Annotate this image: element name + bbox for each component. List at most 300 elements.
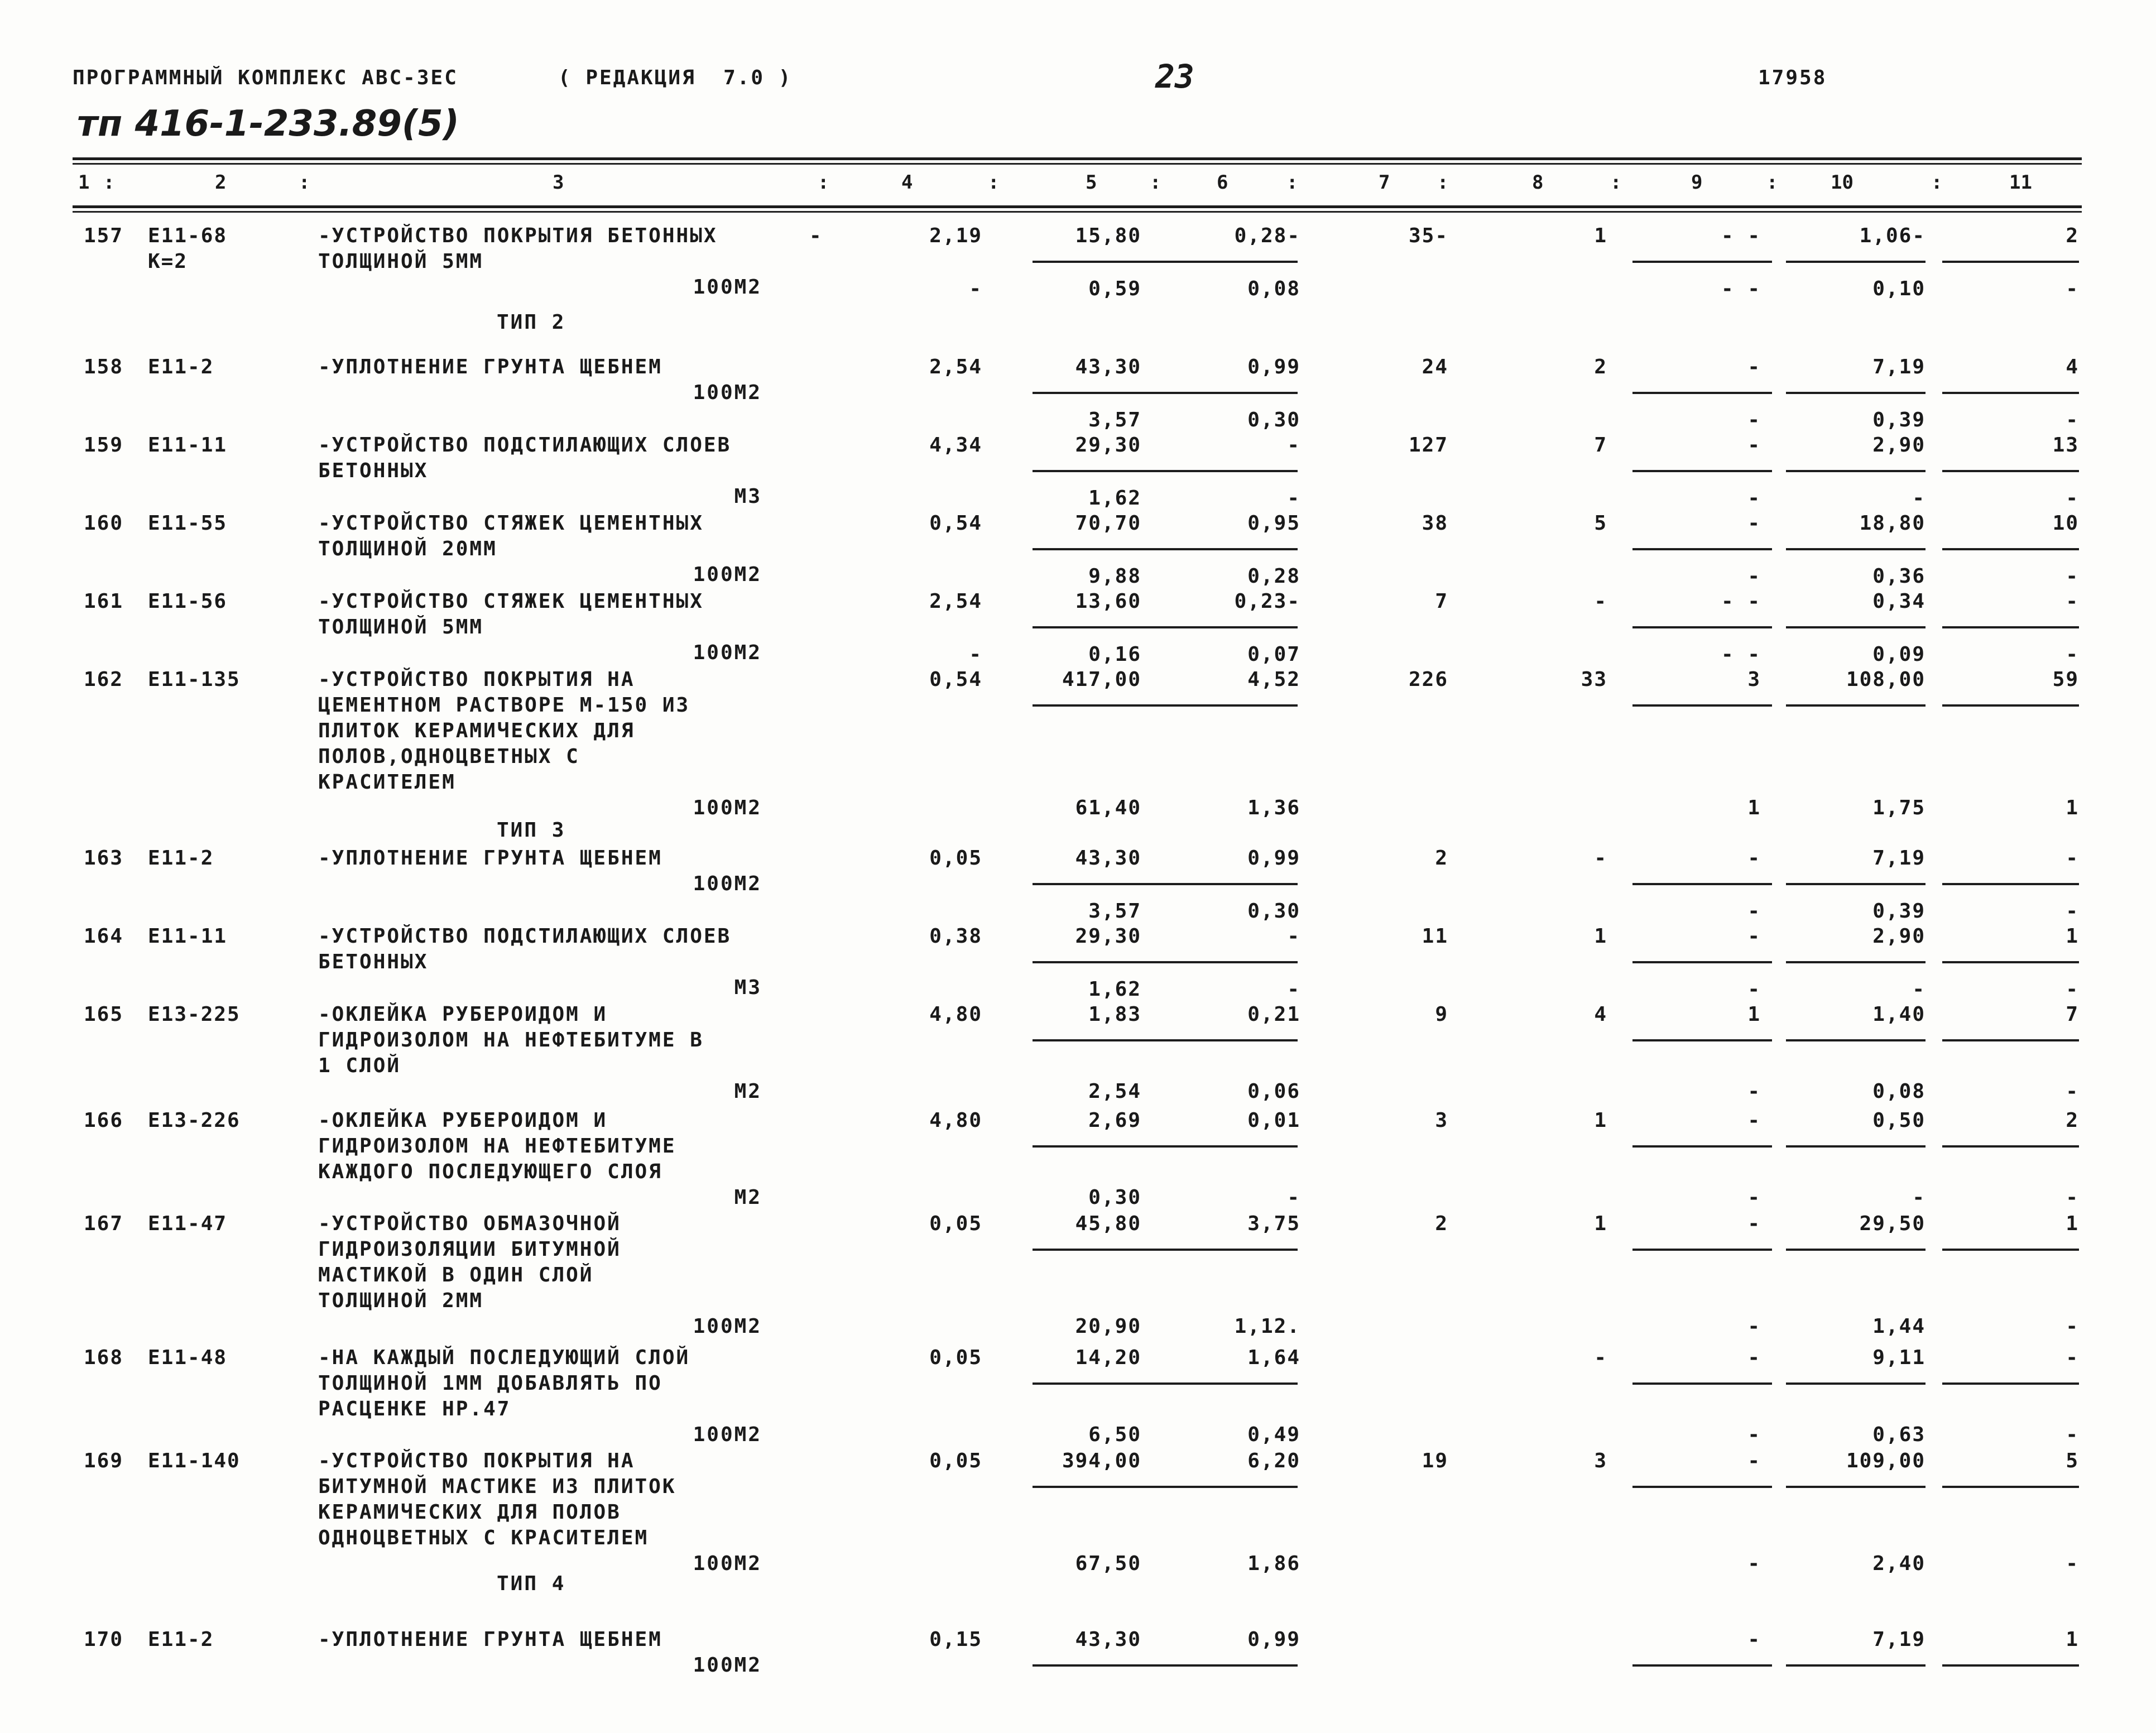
fraction-line (1158, 961, 1298, 963)
value-c5: 45,80 (1075, 1212, 1141, 1235)
column-header-19: : (1931, 171, 1943, 194)
row-number: 157 (84, 224, 124, 247)
fraction-line (1942, 1664, 2079, 1667)
value-c10: 7,19 (1872, 1628, 1925, 1651)
value-c8: 4 (1594, 1003, 1607, 1026)
fraction-line (1942, 1039, 2079, 1041)
value-c6: 6,20 (1247, 1449, 1300, 1472)
unit-of-measure: М3 (734, 485, 762, 508)
work-description: ПЛИТОК КЕРАМИЧЕСКИХ ДЛЯ (318, 719, 635, 742)
value-c4: 2,54 (929, 356, 982, 378)
value-c9b: - (1747, 1315, 1761, 1338)
value-c10b: - (1912, 1186, 1925, 1209)
value-c6b: 0,07 (1247, 643, 1300, 666)
value-c9b: - (1747, 487, 1761, 510)
unit-of-measure: 100М2 (693, 563, 762, 586)
value-c5: 15,80 (1075, 224, 1141, 247)
rate-code: Е11-140 (148, 1449, 241, 1472)
value-c10: 29,50 (1859, 1212, 1925, 1235)
value-c5: 43,30 (1075, 847, 1141, 870)
rate-code: Е11-56 (148, 590, 228, 613)
document-code: 17958 (1758, 66, 1827, 89)
work-description: -УПЛОТНЕНИЕ ГРУНТА ЩЕБНЕМ (318, 1628, 662, 1651)
row-number: 165 (84, 1003, 124, 1026)
fraction-line (1942, 392, 2079, 394)
work-description: -ОКЛЕЙКА РУБЕРОИДОМ И (318, 1109, 608, 1132)
value-c11b: - (2066, 565, 2079, 588)
unit-of-measure: 100М2 (693, 796, 762, 819)
row-number: 167 (84, 1212, 124, 1235)
value-c11: 2 (2066, 1109, 2079, 1132)
value-c6b: 0,06 (1247, 1080, 1300, 1103)
row-number: 158 (84, 356, 124, 378)
value-c10b: - (1912, 978, 1925, 1001)
value-c9: - (1747, 356, 1761, 378)
value-c10: 108,00 (1846, 668, 1925, 691)
value-c5: 417,00 (1062, 668, 1141, 691)
fraction-line (1158, 1145, 1298, 1148)
value-c5: 1,83 (1088, 1003, 1141, 1026)
column-header-15: : (1610, 171, 1622, 194)
value-c6b: 0,28 (1247, 565, 1300, 588)
value-c8: 5 (1594, 512, 1607, 535)
value-c5: 70,70 (1075, 512, 1141, 535)
column-header-3: : (299, 171, 310, 194)
fraction-line (1158, 392, 1298, 394)
column-header-2: 2 (215, 171, 227, 194)
value-c9b: - (1747, 565, 1761, 588)
work-description: ГИДРОИЗОЛЯЦИИ БИТУМНОЙ (318, 1238, 621, 1261)
column-header-14: 8 (1532, 171, 1544, 194)
column-header-12: 7 (1379, 171, 1390, 194)
edition-label: ( РЕДАКЦИЯ 7.0 ) (558, 66, 793, 89)
work-description: -УПЛОТНЕНИЕ ГРУНТА ЩЕБНЕМ (318, 356, 662, 378)
fraction-line (1158, 1486, 1298, 1488)
value-c5b: 20,90 (1075, 1315, 1141, 1338)
value-c9b: - (1747, 1423, 1761, 1446)
value-c6: 0,23- (1234, 590, 1300, 613)
value-c5b: 0,59 (1088, 277, 1141, 300)
value-c11: 1 (2066, 1212, 2079, 1235)
value-c4: 0,54 (929, 668, 982, 691)
work-description: -УСТРОЙСТВО ПОДСТИЛАЮЩИХ СЛОЕВ (318, 434, 732, 457)
value-c7: 2 (1435, 847, 1448, 870)
value-c4: 4,80 (929, 1003, 982, 1026)
value-c11b: - (2066, 1552, 2079, 1575)
rate-code: Е11-48 (148, 1346, 228, 1369)
value-c7: 11 (1422, 925, 1448, 948)
value-c11b: - (2066, 277, 2079, 300)
work-description: -НА КАЖДЫЙ ПОСЛЕДУЮЩИЙ СЛОЙ (318, 1346, 690, 1369)
fraction-line (1786, 626, 1925, 628)
value-c11b: - (2066, 643, 2079, 666)
value-c11: 13 (2052, 434, 2079, 457)
column-header-20: 11 (2009, 171, 2032, 194)
fraction-line (1158, 1249, 1298, 1251)
fraction-line (1158, 1664, 1298, 1667)
value-c4: 4,80 (929, 1109, 982, 1132)
value-c9: - (1747, 1212, 1761, 1235)
column-header-6: 4 (901, 171, 913, 194)
column-header-1: : (103, 171, 115, 194)
unit-of-measure: 100М2 (693, 1552, 762, 1575)
fraction-line (1786, 1249, 1925, 1251)
fraction-line (1158, 704, 1298, 707)
row-number: 168 (84, 1346, 124, 1369)
value-c11b: - (2066, 409, 2079, 431)
fraction-line (1632, 1039, 1772, 1041)
rate-code: Е11-68 (148, 224, 228, 247)
rate-code: Е13-226 (148, 1109, 241, 1132)
column-header-11: : (1286, 171, 1298, 194)
fraction-line (1632, 883, 1772, 885)
fraction-line (1158, 548, 1298, 550)
fraction-line (1942, 626, 2079, 628)
value-c9: 3 (1747, 668, 1761, 691)
row-number: 160 (84, 512, 124, 535)
fraction-line (1632, 470, 1772, 472)
row-number: 159 (84, 434, 124, 457)
value-c11: 2 (2066, 224, 2079, 247)
work-description: -УСТРОЙСТВО СТЯЖЕК ЦЕМЕНТНЫХ (318, 590, 704, 613)
fraction-line (1158, 883, 1298, 885)
value-c6: 3,75 (1247, 1212, 1300, 1235)
value-c10b: 0,63 (1872, 1423, 1925, 1446)
value-c11: 5 (2066, 1449, 2079, 1472)
program-name: ПРОГРАММНЫЙ КОМПЛЕКС АВС-3ЕС (73, 66, 458, 89)
fraction-line (1942, 883, 2079, 885)
value-c5b: 1,62 (1088, 978, 1141, 1001)
fraction-line (1632, 1145, 1772, 1148)
unit-of-measure: 100М2 (693, 381, 762, 404)
fraction-line (1158, 470, 1298, 472)
fraction-line (1632, 392, 1772, 394)
work-description: ТОЛЩИНОЙ 1ММ ДОБАВЛЯТЬ ПО (318, 1372, 662, 1395)
value-c10b: 0,39 (1872, 900, 1925, 923)
value-c11: - (2066, 1346, 2079, 1369)
fraction-line (1632, 1382, 1772, 1385)
value-c6b: 0,08 (1247, 277, 1300, 300)
value-c6: - (1287, 925, 1300, 948)
fraction-line (1158, 261, 1298, 263)
work-description: РАСЦЕНКЕ НР.47 (318, 1398, 511, 1420)
column-header-5: : (818, 171, 829, 194)
rate-code: Е11-2 (148, 847, 214, 870)
unit-of-measure: М2 (734, 1080, 762, 1103)
row-number: 161 (84, 590, 124, 613)
unit-of-measure: 100М2 (693, 641, 762, 664)
value-c9b: - (1747, 1186, 1761, 1209)
unit-of-measure: 100М2 (693, 1423, 762, 1446)
unit-of-measure: 100М2 (693, 1315, 762, 1338)
value-c10: 7,19 (1872, 847, 1925, 870)
value-c10: 0,34 (1872, 590, 1925, 613)
work-description: ПОЛОВ,ОДНОЦВЕТНЫХ С (318, 745, 580, 768)
unit-of-measure: 100М2 (693, 276, 762, 299)
value-c11: - (2066, 590, 2079, 613)
work-description: КРАСИТЕЛЕМ (318, 771, 456, 794)
fraction-line (1786, 1486, 1925, 1488)
value-c7: 226 (1408, 668, 1448, 691)
value-c6: 1,64 (1247, 1346, 1300, 1369)
value-c5: 43,30 (1075, 1628, 1141, 1651)
value-c9b: - (1747, 1552, 1761, 1575)
value-c6: 0,99 (1247, 356, 1300, 378)
value-c9b: - (1747, 1080, 1761, 1103)
fraction-line (1942, 961, 2079, 963)
value-c7: 38 (1422, 512, 1448, 535)
section-type-label: ТИП 4 (497, 1572, 566, 1595)
value-c10b: 0,09 (1872, 643, 1925, 666)
value-c9: - (1747, 512, 1761, 535)
work-description: МАСТИКОЙ В ОДИН СЛОЙ (318, 1264, 594, 1286)
value-c7: 127 (1408, 434, 1448, 457)
work-description: -ОКЛЕЙКА РУБЕРОИДОМ И (318, 1003, 608, 1026)
work-description: ТОЛЩИНОЙ 20ММ (318, 537, 497, 560)
section-type-label: ТИП 2 (497, 311, 566, 334)
value-c9: - - (1721, 590, 1761, 613)
work-description: -УСТРОЙСТВО ПОКРЫТИЯ НА (318, 1449, 635, 1472)
value-c11b: - (2066, 1080, 2079, 1103)
value-c5b: 3,57 (1088, 900, 1141, 923)
value-c6: 0,01 (1247, 1109, 1300, 1132)
value-c9: - (1747, 925, 1761, 948)
fraction-line (1786, 883, 1925, 885)
header-top-rule-2 (73, 163, 2082, 165)
fraction-line (1942, 470, 2079, 472)
page-number: 23 (1155, 57, 1194, 95)
value-c10: 1,06- (1859, 224, 1925, 247)
fraction-line (1942, 1249, 2079, 1251)
value-c6b: 0,30 (1247, 409, 1300, 431)
value-c6: 0,95 (1247, 512, 1300, 535)
value-c5: 29,30 (1075, 434, 1141, 457)
value-c5: 43,30 (1075, 356, 1141, 378)
column-header-17: : (1766, 171, 1778, 194)
rate-code: Е11-11 (148, 434, 228, 457)
header-top-rule (73, 157, 2082, 160)
fraction-line (1158, 1382, 1298, 1385)
value-c10: 0,50 (1872, 1109, 1925, 1132)
value-c7: 19 (1422, 1449, 1448, 1472)
value-c10b: 2,40 (1872, 1552, 1925, 1575)
value-c6b: 1,86 (1247, 1552, 1300, 1575)
work-description: -УПЛОТНЕНИЕ ГРУНТА ЩЕБНЕМ (318, 847, 662, 870)
fraction-line (1942, 704, 2079, 707)
value-c10b: 0,10 (1872, 277, 1925, 300)
unit-of-measure: М2 (734, 1186, 762, 1209)
value-c11b: - (2066, 487, 2079, 510)
fraction-line (1786, 392, 1925, 394)
value-c4: 0,05 (929, 847, 982, 870)
value-c4: 0,05 (929, 1346, 982, 1369)
value-c9b: - (1747, 900, 1761, 923)
rate-code: Е11-55 (148, 512, 228, 535)
value-c5b: 0,16 (1088, 643, 1141, 666)
rate-code: Е11-135 (148, 668, 241, 691)
value-c11b: - (2066, 1186, 2079, 1209)
rate-coefficient: К=2 (148, 250, 188, 273)
work-description: ГИДРОИЗОЛОМ НА НЕФТЕБИТУМЕ В (318, 1029, 704, 1052)
value-c11: 1 (2066, 1628, 2079, 1651)
value-c10b: 1,75 (1872, 796, 1925, 819)
value-c5: 29,30 (1075, 925, 1141, 948)
value-c6b: - (1287, 1186, 1300, 1209)
fraction-line (1786, 1664, 1925, 1667)
fraction-line (1942, 1145, 2079, 1148)
value-c9b: - (1747, 409, 1761, 431)
value-c5: 394,00 (1062, 1449, 1141, 1472)
value-c6: 0,99 (1247, 847, 1300, 870)
fraction-line (1786, 1382, 1925, 1385)
fraction-line (1942, 261, 2079, 263)
work-description: ТОЛЩИНОЙ 5ММ (318, 616, 484, 639)
fraction-line (1786, 1145, 1925, 1148)
column-header-0: 1 (78, 171, 90, 194)
value-c11: 1 (2066, 925, 2079, 948)
row-number: 164 (84, 925, 124, 948)
value-c4b: - (969, 643, 982, 666)
work-description: ТОЛЩИНОЙ 5ММ (318, 250, 484, 273)
fraction-line (1786, 704, 1925, 707)
value-c5: 13,60 (1075, 590, 1141, 613)
work-description: -УСТРОЙСТВО ОБМАЗОЧНОЙ (318, 1212, 621, 1235)
value-c8: - (1594, 1346, 1607, 1369)
dash-marker: - (809, 224, 823, 247)
rate-code: Е11-2 (148, 356, 214, 378)
value-c11b: - (2066, 900, 2079, 923)
value-c5b: 9,88 (1088, 565, 1141, 588)
column-header-9: : (1150, 171, 1161, 194)
work-description: БЕТОННЫХ (318, 950, 429, 973)
work-description: 1 СЛОЙ (318, 1054, 401, 1077)
value-c8: 7 (1594, 434, 1607, 457)
value-c9: - - (1721, 224, 1761, 247)
value-c6b: 1,12. (1234, 1315, 1300, 1338)
value-c10b: 0,36 (1872, 565, 1925, 588)
row-number: 166 (84, 1109, 124, 1132)
unit-of-measure: 100М2 (693, 1654, 762, 1677)
value-c10b: 0,39 (1872, 409, 1925, 431)
value-c9: - (1747, 434, 1761, 457)
fraction-line (1786, 548, 1925, 550)
value-c6b: 1,36 (1247, 796, 1300, 819)
fraction-line (1158, 1039, 1298, 1041)
value-c10: 109,00 (1846, 1449, 1925, 1472)
work-description: -УСТРОЙСТВО ПОДСТИЛАЮЩИХ СЛОЕВ (318, 925, 732, 948)
value-c4: 4,34 (929, 434, 982, 457)
value-c10: 2,90 (1872, 434, 1925, 457)
column-header-8: 5 (1086, 171, 1097, 194)
value-c4: 0,54 (929, 512, 982, 535)
value-c8: 1 (1594, 1212, 1607, 1235)
value-c5b: 61,40 (1075, 796, 1141, 819)
column-header-13: : (1437, 171, 1449, 194)
work-description: ТОЛЩИНОЙ 2ММ (318, 1289, 484, 1312)
fraction-line (1632, 261, 1772, 263)
value-c7: 35- (1408, 224, 1448, 247)
value-c11: 7 (2066, 1003, 2079, 1026)
value-c9: - (1747, 847, 1761, 870)
value-c5b: 3,57 (1088, 409, 1141, 431)
value-c5b: 6,50 (1088, 1423, 1141, 1446)
rate-code: Е11-47 (148, 1212, 228, 1235)
value-c9: - (1747, 1628, 1761, 1651)
value-c11b: - (2066, 1315, 2079, 1338)
value-c10b: - (1912, 487, 1925, 510)
value-c8: - (1594, 847, 1607, 870)
value-c8: 1 (1594, 224, 1607, 247)
column-header-10: 6 (1217, 171, 1228, 194)
value-c5b: 1,62 (1088, 487, 1141, 510)
value-c9b: - - (1721, 643, 1761, 666)
value-c6b: - (1287, 978, 1300, 1001)
unit-of-measure: М3 (734, 976, 762, 999)
fraction-line (1632, 961, 1772, 963)
value-c6b: 0,30 (1247, 900, 1300, 923)
value-c5b: 67,50 (1075, 1552, 1141, 1575)
value-c8: 1 (1594, 925, 1607, 948)
value-c4: 0,15 (929, 1628, 982, 1651)
work-description: -УСТРОЙСТВО ПОКРЫТИЯ НА (318, 668, 635, 691)
value-c4: 2,19 (929, 224, 982, 247)
value-c4: 2,54 (929, 590, 982, 613)
value-c8: 1 (1594, 1109, 1607, 1132)
work-description: -УСТРОЙСТВО ПОКРЫТИЯ БЕТОННЫХ (318, 224, 718, 247)
value-c10: 1,40 (1872, 1003, 1925, 1026)
value-c4: 0,05 (929, 1212, 982, 1235)
section-type-label: ТИП 3 (497, 819, 566, 842)
work-description: БЕТОННЫХ (318, 459, 429, 482)
fraction-line (1632, 1486, 1772, 1488)
value-c6b: - (1287, 487, 1300, 510)
value-c7: 24 (1422, 356, 1448, 378)
value-c6: 0,99 (1247, 1628, 1300, 1651)
value-c11: 10 (2052, 512, 2079, 535)
fraction-line (1632, 1664, 1772, 1667)
fraction-line (1632, 1249, 1772, 1251)
value-c6: 0,28- (1234, 224, 1300, 247)
value-c5: 14,20 (1075, 1346, 1141, 1369)
work-description: ОДНОЦВЕТНЫХ С КРАСИТЕЛЕМ (318, 1526, 649, 1549)
value-c7: 3 (1435, 1109, 1448, 1132)
fraction-line (1632, 626, 1772, 628)
value-c9b: - (1747, 978, 1761, 1001)
value-c11: 59 (2052, 668, 2079, 691)
work-description: КАЖДОГО ПОСЛЕДУЮЩЕГО СЛОЯ (318, 1160, 662, 1183)
value-c8: 3 (1594, 1449, 1607, 1472)
fraction-line (1632, 704, 1772, 707)
value-c5: 2,69 (1088, 1109, 1141, 1132)
row-number: 162 (84, 668, 124, 691)
row-number: 170 (84, 1628, 124, 1651)
work-description: БИТУМНОЙ МАСТИКЕ ИЗ ПЛИТОК (318, 1475, 676, 1498)
column-header-18: 10 (1831, 171, 1854, 194)
rate-code: Е11-11 (148, 925, 228, 948)
project-title: тп 416-1-233.89(5) (77, 103, 459, 145)
value-c10: 9,11 (1872, 1346, 1925, 1369)
fraction-line (1942, 1486, 2079, 1488)
value-c7: 9 (1435, 1003, 1448, 1026)
value-c6: 4,52 (1247, 668, 1300, 691)
value-c10b: 0,08 (1872, 1080, 1925, 1103)
value-c9: 1 (1747, 1003, 1761, 1026)
value-c9: - (1747, 1449, 1761, 1472)
value-c5b: 2,54 (1088, 1080, 1141, 1103)
unit-of-measure: 100М2 (693, 872, 762, 895)
value-c11b: 1 (2066, 796, 2079, 819)
value-c10: 2,90 (1872, 925, 1925, 948)
